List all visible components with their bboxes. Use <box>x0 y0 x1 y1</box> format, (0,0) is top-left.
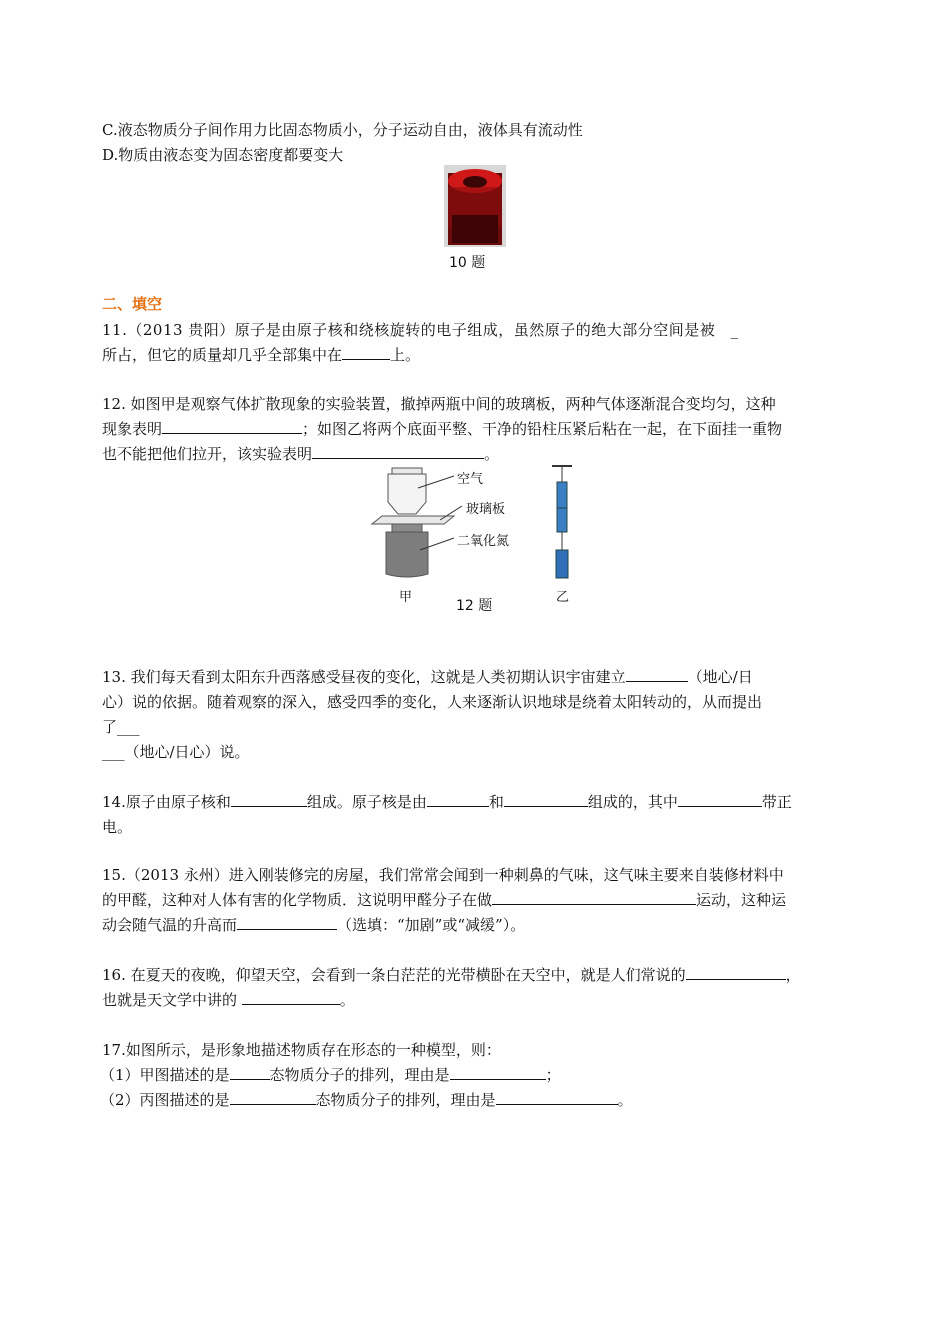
q17-text2a: （1）甲图描述的是 <box>100 1066 230 1084</box>
figure-10-image <box>444 165 506 247</box>
q14-blank3[interactable] <box>504 792 588 807</box>
q17-blank1[interactable] <box>230 1065 270 1080</box>
q16-blank1[interactable] <box>686 965 786 980</box>
q14-line1 <box>102 792 792 812</box>
q17-line2 <box>100 1065 561 1085</box>
q12-text2a: 现象表明 <box>102 420 163 438</box>
q13-line2: 心）说的依据。随着观察的深入，感受四季的变化，人来逐渐认识地球是绕着太阳转动的，从而提出 <box>102 693 763 711</box>
q15-line3 <box>102 915 525 935</box>
q15-line1: 15.（2013 永州）进入刚装修完的房屋，我们常常会闻到一种刺鼻的气味，这气味主要来自装修材料中 <box>102 866 784 884</box>
q11-line1 <box>102 320 739 340</box>
q11-blank[interactable] <box>342 345 390 360</box>
q14-blank2[interactable] <box>427 792 489 807</box>
q17-text2c: ； <box>545 1066 561 1084</box>
q12-blank1[interactable] <box>162 419 302 434</box>
q11-tail: _ <box>730 321 739 339</box>
q17-blank2[interactable] <box>450 1065 546 1080</box>
figure-12-jia <box>370 462 520 582</box>
q12-text2b: ；如图乙将两个底面平整、干净的铅柱压紧后粘在一起，在下面挂一重物 <box>302 420 783 438</box>
q16-text2a: 也就是天文学中讲的 <box>102 991 242 1009</box>
q13-text1b: （地心/日 <box>687 668 753 686</box>
q12-line2 <box>102 419 782 439</box>
q12-text3b: 。 <box>484 445 500 463</box>
q16-text1b: ， <box>785 966 801 984</box>
q15-blank1[interactable] <box>492 890 696 905</box>
label-air: 空气 <box>457 472 484 487</box>
q17-text2b: 态物质分子的排列，理由是 <box>269 1066 450 1084</box>
q12-text3a: 也不能把他们拉开，该实验表明 <box>102 445 313 463</box>
q15-blank2[interactable] <box>237 915 337 930</box>
option-d: D.物质由液态变为固态密度都要变大 <box>102 146 344 164</box>
figure-10-caption: 10 题 <box>449 255 486 271</box>
option-c: C.液态物质分子间作用力比固态物质小，分子运动自由，液体具有流动性 <box>102 121 583 139</box>
q17-text3a: （2）丙图描述的是 <box>100 1091 230 1109</box>
q11-text2a: 所占，但它的质量却几乎全部集中在 <box>102 346 343 364</box>
q11-line2 <box>102 345 420 365</box>
q17-text3c: 。 <box>617 1091 633 1109</box>
q16-line1 <box>102 965 801 985</box>
figure-12-caption: 12 题 <box>456 598 493 614</box>
label-jia: 甲 <box>399 590 413 605</box>
q13-text1a: 13. 我们每天看到太阳东升西落感受昼夜的变化，这就是人类初期认识宇宙建立 <box>102 668 626 686</box>
q12-line3 <box>102 444 499 464</box>
q14-blank1[interactable] <box>231 792 307 807</box>
q17-blank3[interactable] <box>230 1090 316 1105</box>
q13-line4: ___（地心/日心）说。 <box>102 743 250 761</box>
q17-line1: 17.如图所示，是形象地描述物质存在形态的一种模型，则： <box>102 1041 501 1059</box>
section-title: 二、填空 <box>102 295 163 313</box>
q15-text3a: 动会随气温的升高而 <box>102 916 238 934</box>
q15-text3b: （选填：“加剧”或“减缓”）。 <box>337 916 526 934</box>
q12-line1: 12. 如图甲是观察气体扩散现象的实验装置，撤掉两瓶中间的玻璃板，两种气体逐渐混合变均匀，这种 <box>102 395 776 413</box>
figure-12-yi <box>548 462 578 584</box>
q17-blank4[interactable] <box>496 1090 618 1105</box>
q11-text2b: 上。 <box>390 346 421 364</box>
label-glass: 玻璃板 <box>466 502 506 517</box>
q16-text1a: 16. 在夏天的夜晚，仰望天空，会看到一条白茫茫的光带横卧在天空中，就是人们常说的 <box>102 966 686 984</box>
q14-text1b: 组成。原子核是由 <box>306 793 427 811</box>
q12-blank2[interactable] <box>312 444 484 459</box>
label-yi: 乙 <box>556 590 570 605</box>
q16-text2b: 。 <box>339 991 355 1009</box>
q16-blank2[interactable] <box>242 990 340 1005</box>
q16-line2 <box>102 990 355 1010</box>
q15-line2 <box>102 890 786 910</box>
q14-text1e: 带正 <box>761 793 792 811</box>
q14-text1c: 和 <box>488 793 504 811</box>
q14-text1d: 组成的，其中 <box>587 793 678 811</box>
q17-line3 <box>100 1090 633 1110</box>
q15-text2b: 运动，这种运 <box>696 891 787 909</box>
q13-line1 <box>102 667 753 687</box>
q13-blank[interactable] <box>626 667 688 682</box>
q14-text1a: 14.原子由原子核和 <box>102 793 231 811</box>
q17-text3b: 态物质分子的排列，理由是 <box>315 1091 496 1109</box>
q11-text1: 11.（2013 贵阳）原子是由原子核和绕核旋转的电子组成，虽然原子的绝大部分空间是被 <box>102 321 716 339</box>
label-no2: 二氧化氮 <box>457 534 510 549</box>
q13-line3: 了___ <box>102 718 140 736</box>
q14-line2: 电。 <box>102 818 133 836</box>
q15-text2a: 的甲醛，这种对人体有害的化学物质．这说明甲醛分子在做 <box>102 891 493 909</box>
q14-blank4[interactable] <box>678 792 762 807</box>
